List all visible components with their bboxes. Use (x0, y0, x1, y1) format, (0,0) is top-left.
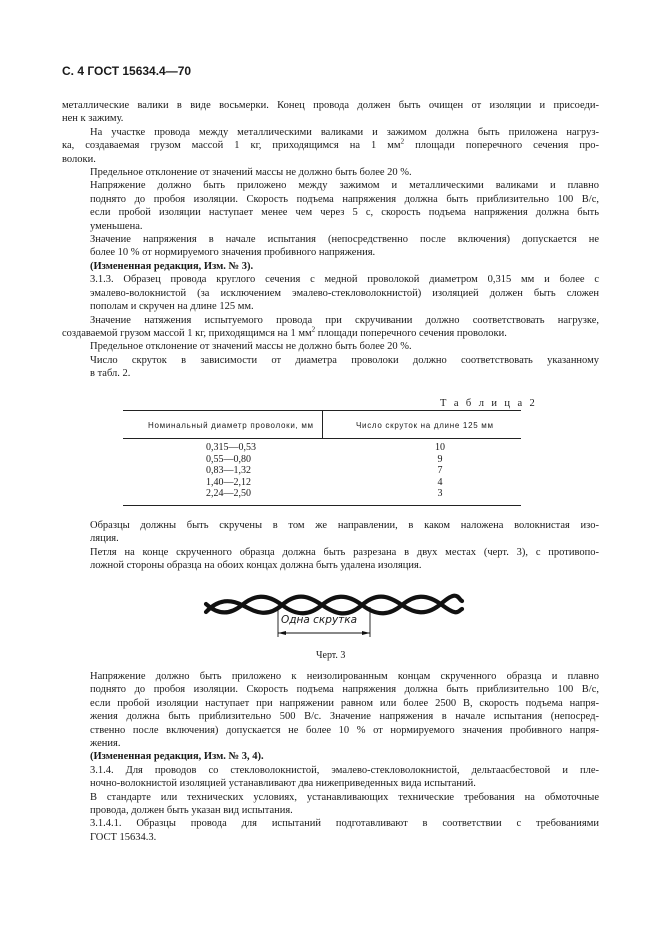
table-cell: 0,83—1,32 (206, 465, 251, 477)
paragraph: В стандарте или технических условиях, устанавливающих технические требования на обмоточные провода, должен быть указан вид испытания. (90, 791, 599, 817)
figure-dimension-label: Одна скрутка (281, 614, 358, 626)
table-bottom-rule (123, 505, 521, 506)
table-caption: Т а б л и ц а 2 (440, 398, 538, 409)
table-cell: 1,40—2,12 (206, 476, 251, 488)
paragraph: 3.1.4. Для проводов со стекловолокнистой, эмалево-стекловолокнистой, дельтаасбестовой и пле- ночно-волокнистой изоляцией устанавливают два нижеприведенных вида испытаний. (90, 764, 599, 790)
table-cell: 2,24—2,50 (206, 488, 251, 500)
dimension-arrow-right (362, 631, 370, 635)
paragraph: Предельное отклонение от значений массы не должно быть более 20 %. (90, 341, 412, 353)
paragraph: Напряжение должно быть приложено между зажимом и металлическими валиками и плавно поднято до пробоя изоляции. Скорость подъема напряжения должна быть приблизительно 100 В/с, если пробой изоляции наступает менее чем через 5 с, скорость подъема напряжения должна быть уменьшена. (90, 180, 599, 232)
amendment-note: (Измененная редакция, Изм. № 3, 4). (90, 751, 264, 763)
text-block-1 (62, 99, 599, 381)
table-cell: 0,315—0,53 (206, 442, 256, 453)
table-cell: 9 (437, 453, 443, 465)
table-cell: 0,55—0,80 (206, 453, 251, 465)
table-header-rule (123, 438, 521, 439)
paragraph: Предельное отклонение от значений массы не должно быть более 20 %. (90, 167, 412, 179)
text-block-3 (62, 670, 599, 844)
figure-caption: Черт. 3 (316, 650, 346, 661)
table-cell: 7 (437, 465, 443, 477)
paragraph: металлические валики в виде восьмерки. Конец провода должен быть очищен от изоляции и присоеди- нен к зажиму. (62, 100, 599, 125)
paragraph: Образцы должны быть скручены в том же направлении, в каком наложена волокнистая изо- ляция. (90, 520, 599, 545)
table-column-diameters (206, 442, 286, 500)
paragraph-cont: создаваемой грузом массой 1 кг, приходящимся на 1 $мм^2$ площади поперечного сечения проволоки. (62, 325, 507, 339)
dimension-arrow-left (278, 631, 286, 635)
paragraph: Значение натяжения испытуемого провода при скручивании должно соответствовать нагрузке, (90, 314, 599, 326)
table-column-divider (322, 410, 323, 438)
page-header: С. 4 ГОСТ 15634.4—70 (62, 64, 192, 78)
paragraph: На участке провода между металлическими валиками и зажимом должна быть приложена нагруз- (90, 126, 599, 138)
table-header-diameter: Номинальный диаметр проволоки, мм (148, 421, 314, 430)
paragraph: Петля на конце скрученного образца должна быть разрезана в двух местах (черт. 3), с противопо- ложной стороны образца на обоих концах должна быть удалена изоляция. (90, 546, 599, 572)
paragraph-cont: ка, создаваемая грузом массой 1 кг, приходящимся на 1 $мм^2$ площади поперечного сечения про- волоки. (62, 137, 600, 165)
table-header-twists: Число скруток на длине 125 мм (356, 421, 494, 430)
amendment-note: (Измененная редакция, Изм. № 3). (90, 260, 254, 272)
paragraph: Напряжение должно быть приложено к неизолированным концам скрученного образца и плавно поднято до пробоя изоляции. Скорость подъема напряжения должна быть приблизительно 100 В/с, если пробой изоляции наступает при напряжении равном или более 2500 В, скорость подъема напря- жения должна быть приблизительно 500 В/с. Значение напряжения в начале испытания (непосред- ственно после включения) допускается не более 10 % от нормируемого значения пробивного напря- жения. (90, 671, 599, 750)
text-block-2 (62, 519, 599, 573)
table-cell: 4 (437, 476, 443, 488)
table-cell: 3 (437, 488, 443, 500)
paragraph: 3.1.4.1. Образцы провода для испытаний подготавливают в соответствии с требованиями ГОСТ 15634.3. (90, 818, 599, 843)
paragraph: Число скруток в зависимости от диаметра проволоки должно соответствовать указанному в табл. 2. (90, 354, 599, 380)
paragraph: 3.1.3. Образец провода круглого сечения с медной проволокой диаметром 0,315 мм и более с эмалево-волокнистой (за исключением эмалево-стекловолокнистой) изоляцией должен быть сложен пополам и скручен на длине 125 мм. (90, 274, 599, 313)
table-column-twists (420, 442, 460, 500)
paragraph: Значение напряжения в начале испытания (непосредственно после включения) допускается не более 10 % от нормируемого значения пробивного напряжения. (90, 234, 599, 259)
table-cell: 10 (435, 442, 445, 453)
